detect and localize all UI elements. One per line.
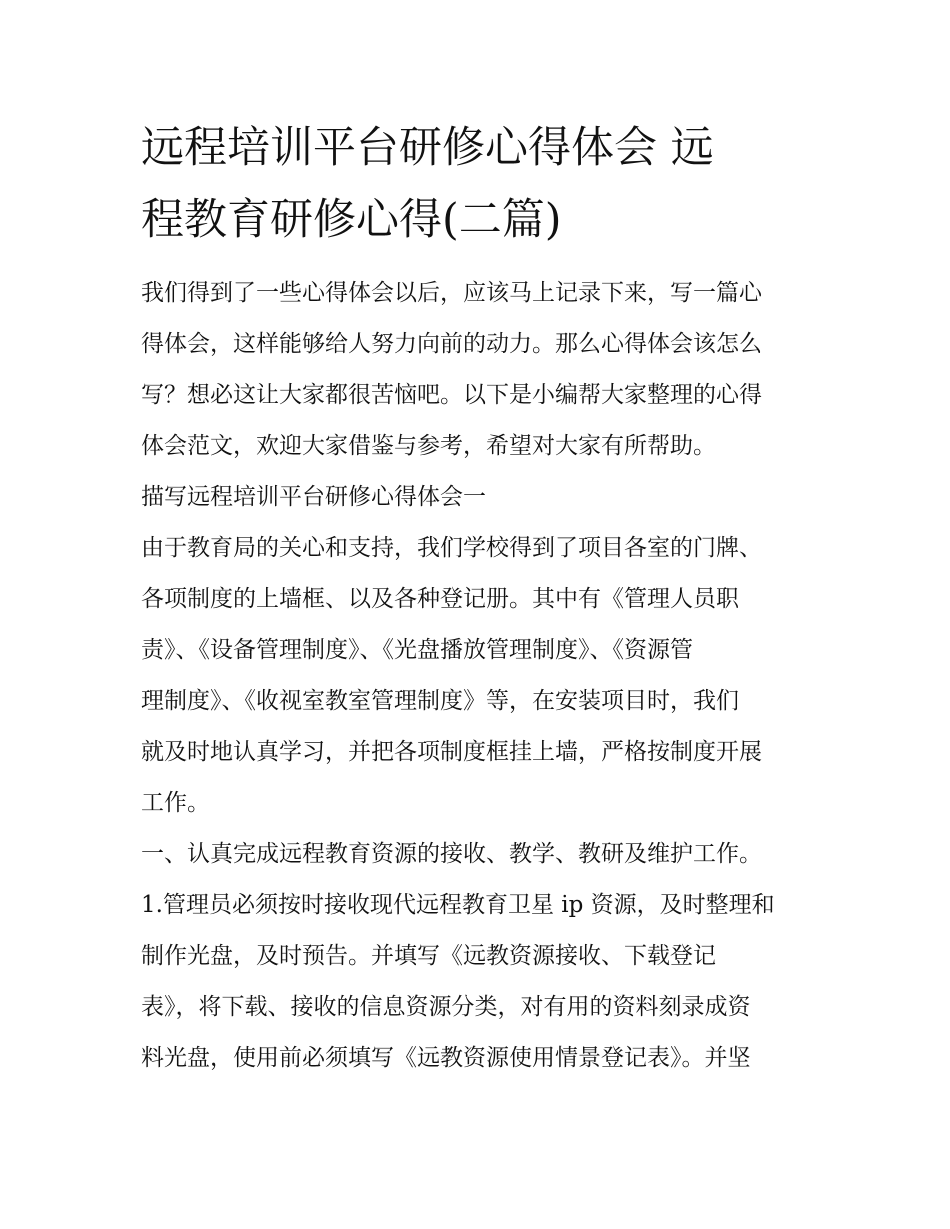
document-page	[141, 112, 813, 1084]
body-line: 我们得到了一些心得体会以后，应该马上记录下来，写一篇心	[141, 280, 762, 306]
section-heading: 描写远程培训平台研修心得体会一	[141, 484, 486, 510]
title-line: 程教育研修心得(二篇)	[141, 195, 562, 245]
document-title	[141, 112, 813, 256]
title-line: 远程培训平台研修心得体会 远	[141, 123, 714, 173]
body-line: 由于教育局的关心和支持，我们学校得到了项目各室的门牌、	[141, 535, 762, 561]
section-heading: 一、认真完成远程教育资源的接收、教学、教研及维护工作。	[141, 841, 762, 867]
body-line: 得体会，这样能够给人努力向前的动力。那么心得体会该怎么	[141, 331, 762, 357]
body-line: 料光盘，使用前必须填写《远教资源使用情景登记表》。并坚	[141, 1045, 751, 1071]
body-line: 1.管理员必须按时接收现代远程教育卫星 ip 资源，及时整理和	[141, 892, 775, 918]
body-line: 理制度》、《收视室教室管理制度》等，在安装项目时，我们	[141, 688, 739, 714]
document-body	[141, 268, 813, 1084]
body-line: 责》、《设备管理制度》、《光盘播放管理制度》、《资源管	[141, 637, 693, 663]
body-line: 写？想必这让大家都很苦恼吧。以下是小编帮大家整理的心得	[141, 382, 762, 408]
body-line: 就及时地认真学习，并把各项制度框挂上墙，严格按制度开展	[141, 739, 762, 765]
body-line: 表》，将下载、接收的信息资源分类，对有用的资料刻录成资	[141, 994, 751, 1020]
body-line: 工作。	[141, 790, 210, 816]
body-line: 各项制度的上墙框、以及各种登记册。其中有《管理人员职	[141, 586, 739, 612]
body-line: 体会范文，欢迎大家借鉴与参考，希望对大家有所帮助。	[141, 433, 716, 459]
body-line: 制作光盘，及时预告。并填写《远教资源接收、下载登记	[141, 943, 716, 969]
